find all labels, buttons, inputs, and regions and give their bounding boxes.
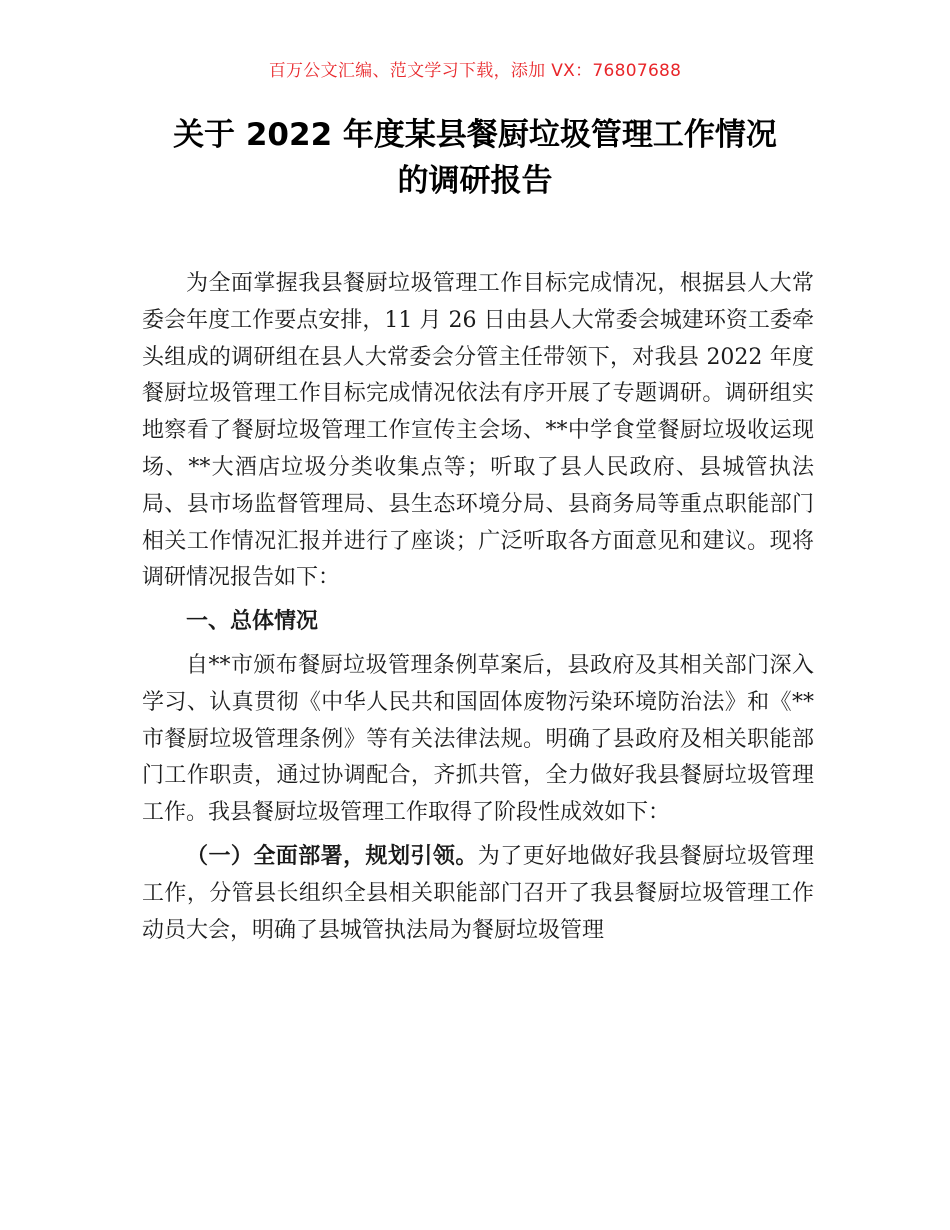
intro-paragraph: 为全面掌握我县餐厨垃圾管理工作目标完成情况，根据县人大常委会年度工作要点安排，11 月 26 日由县人大常委会城建环资工委牵头组成的调研组在县人大常委会分管主任带领下，对我县 2022 年度餐厨垃圾管理工作目标完成情况依法有序开展了专题调研。调研组实地察看了餐厨垃圾管理工作宣传主会场、**中学食堂餐厨垃圾收运现场、**大酒店垃圾分类收集点等；听取了县人民政府、县城管执法局、县市场监督管理局、县生态环境分局、县商务局等重点职能部门相关工作情况汇报并进行了座谈；广泛听取各方面意见和建议。现将调研情况报告如下： <box>142 271 814 591</box>
subsection-text: 为了更好地做好我县餐厨垃圾管理工作，分管县长组织全县相关职能部门召开了我县餐厨垃圾管理工作动员大会，明确了县城管执法局为餐厨垃圾管理 <box>142 843 814 943</box>
title-line-2: 的调研报告 <box>397 163 553 199</box>
document-title <box>100 112 850 204</box>
overview-paragraph: 自**市颁布餐厨垃圾管理条例草案后，县政府及其相关部门深入学习、认真贯彻《中华人民共和国固体废物污染环境防治法》和《**市餐厨垃圾管理条例》等有关法律法规。明确了县政府及相关职能部门工作职责，通过协调配合，齐抓共管，全力做好我县餐厨垃圾管理工作。我县餐厨垃圾管理工作取得了阶段性成效如下： <box>142 652 814 826</box>
title-line-1: 关于 2022 年度某县餐厨垃圾管理工作情况 <box>173 117 777 153</box>
subsection-paragraph <box>142 839 814 949</box>
section-heading: 一、总体情况 <box>186 609 319 635</box>
document-body <box>142 266 814 949</box>
subsection-lead: （一）全面部署，规划引领。 <box>186 843 478 869</box>
promo-banner: 百万公文汇编、范文学习下载，添加 VX：76807688 <box>268 61 682 81</box>
